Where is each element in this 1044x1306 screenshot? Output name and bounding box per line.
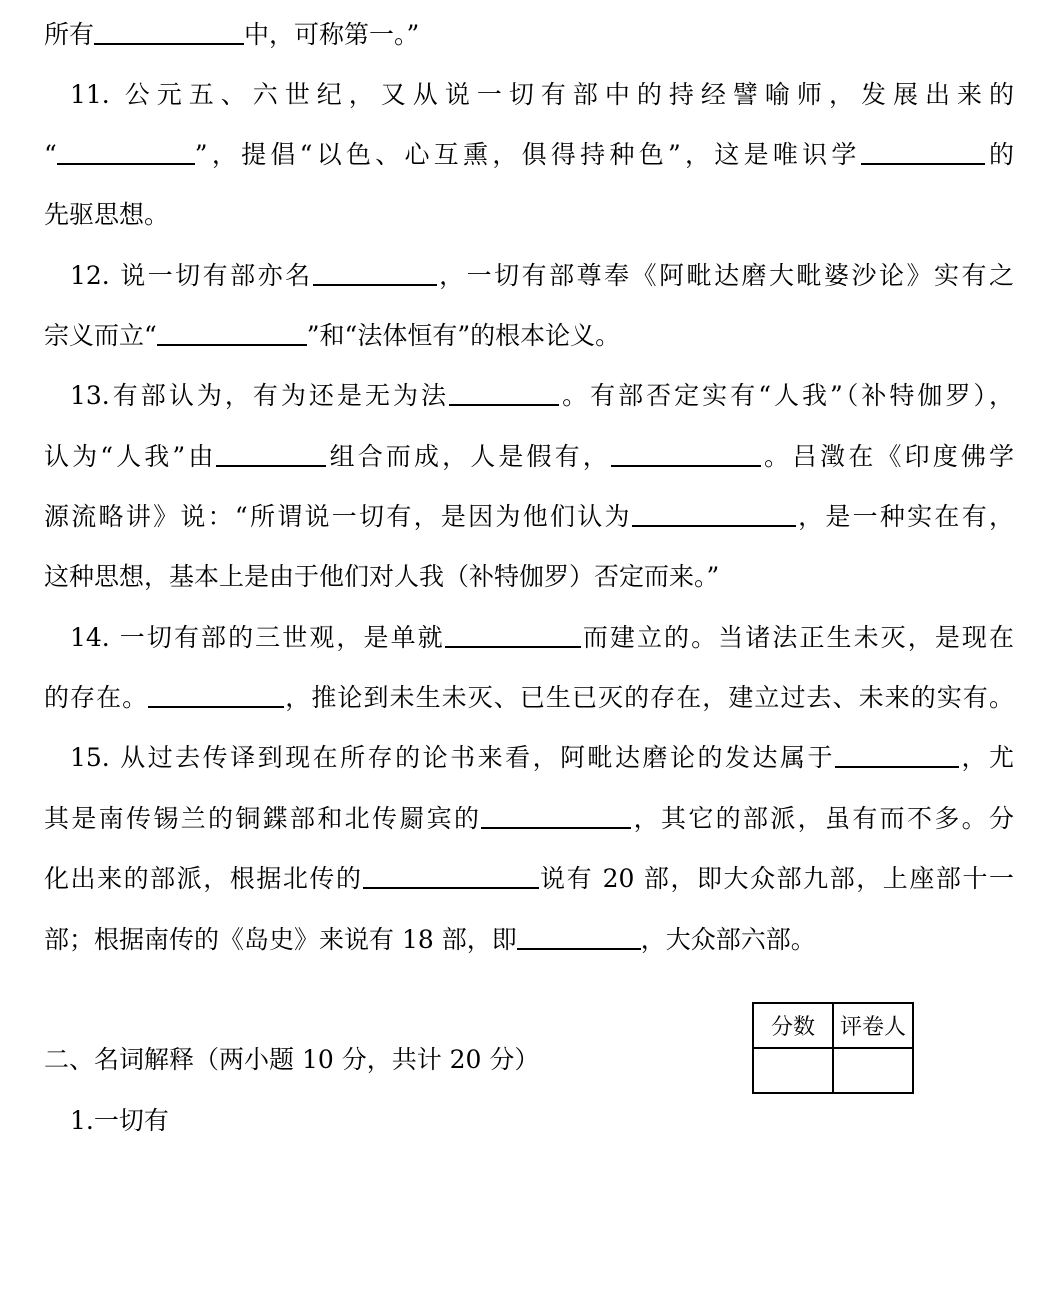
text-segment: ，一切有部尊奉《阿毗达磨大毗婆沙论》实有之 [436,261,1014,290]
text-segment: 说有 20 部，即大众部九部，上座部十一 [538,864,1014,893]
answer-blank[interactable] [313,258,437,286]
text-line [44,197,1014,233]
text-line [70,258,1014,294]
grader-header: 评卷人 [833,1003,913,1048]
text-segment: 11. 公元五、六世纪，又从说一切有部中的持经譬喻师，发展出来的 [70,80,1014,109]
text-line [44,861,1014,897]
text-segment: ，尤 [959,743,1014,772]
answer-blank[interactable] [517,922,641,950]
text-line [44,499,1014,535]
answer-blank[interactable] [216,439,326,467]
text-line [70,77,1014,113]
text-segment: 组合而成，人是假有， [326,442,611,471]
answer-blank[interactable] [148,680,284,708]
answer-blank[interactable] [57,137,195,165]
text-segment: 的存在。 [44,683,149,712]
text-segment: 15. 从过去传译到现在所存的论书来看，阿毗达磨论的发达属于 [70,743,835,772]
answer-blank[interactable] [449,378,559,406]
text-segment: ”和“法体恒有”的根本论义。 [306,321,621,350]
text-segment: 14. 一切有部的三世观，是单就 [70,623,445,652]
text-line [70,620,1014,656]
section-heading: 二、名词解释（两小题 10 分，共计 20 分） [44,1045,540,1074]
answer-blank[interactable] [94,17,244,45]
answer-blank[interactable] [861,137,985,165]
text-segment: 部；根据南传的《岛史》来说有 18 部，即 [44,925,517,954]
text-segment: 12. 说一切有部亦名 [70,261,313,290]
text-line [44,559,1014,595]
text-segment: 其是南传锡兰的铜鍱部和北传罽宾的 [44,804,482,833]
text-segment: 这种思想，基本上是由于他们对人我（补特伽罗）否定而来。” [44,562,720,591]
text-line [44,680,1014,716]
text-segment: “ [44,140,57,169]
text-line [44,137,1014,173]
answer-blank[interactable] [611,439,761,467]
text-segment: 化出来的部派，根据北传的 [44,864,363,893]
answer-blank[interactable] [445,620,581,648]
text-line [70,378,1014,414]
text-segment: 而建立的。当诸法正生未灭，是现在 [580,623,1014,652]
text-segment: 所有 [44,20,95,49]
answer-blank[interactable] [363,861,539,889]
text-line [44,17,1014,53]
text-segment: ”，提倡“以色、心互熏，俱得持种色”，这是唯识学 [194,140,861,169]
text-line [44,801,1014,837]
text-segment: 宗义而立“ [44,321,157,350]
answer-blank[interactable] [835,740,959,768]
answer-blank[interactable] [632,499,796,527]
text-segment: 认为“人我”由 [44,442,217,471]
text-line [44,922,1014,958]
text-segment: ，推论到未生未灭、已生已灭的存在，建立过去、未来的实有。 [284,683,1014,712]
text-line [70,740,1014,776]
text-line [44,439,1014,475]
text-segment: 。吕澂在《印度佛学 [760,442,1014,471]
text-line [44,318,1014,354]
text-segment: ，是一种实在有， [795,502,1014,531]
answer-blank[interactable] [157,318,307,346]
text-segment: 中，可称第一。” [244,20,420,49]
text-segment: ，其它的部派，虽有而不多。分 [631,804,1014,833]
text-segment: 的 [984,140,1014,169]
question-item: 1.一切有 [70,1106,169,1135]
text-segment: 先驱思想。 [44,200,170,229]
text-segment: 源流略讲》说：“所谓说一切有，是因为他们认为 [44,502,632,531]
text-segment: ，大众部六部。 [640,925,816,954]
score-header: 分数 [753,1003,833,1048]
text-segment: 13.有部认为，有为还是无为法 [70,381,450,410]
text-segment: 。有部否定实有“人我”（补特伽罗）， [559,381,1014,410]
answer-blank[interactable] [481,801,631,829]
